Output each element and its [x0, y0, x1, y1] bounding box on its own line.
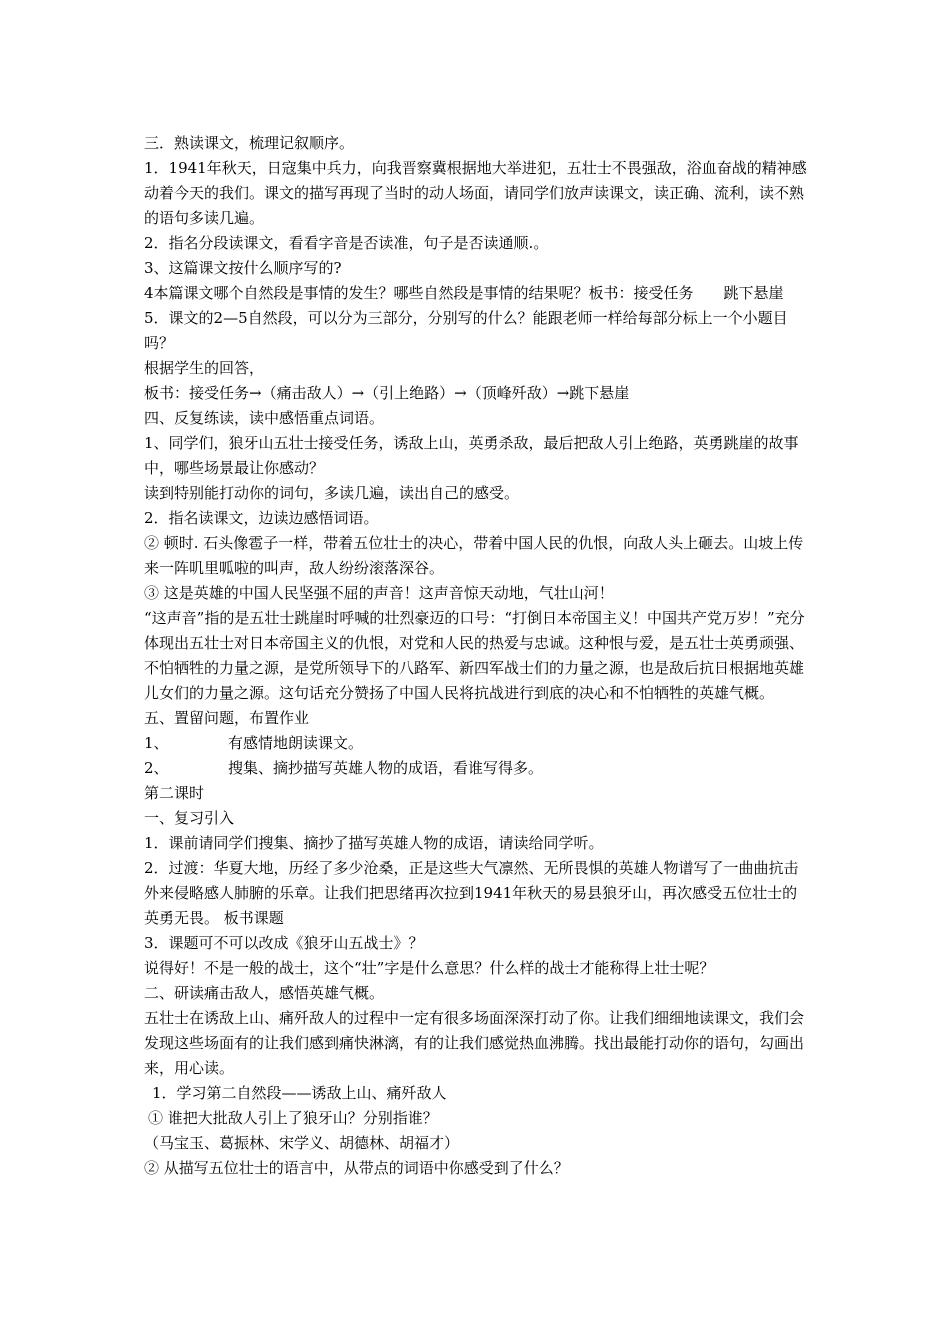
homework-item	[144, 756, 808, 781]
paragraph: 五壮士在诱敌上山、痛歼敌人的过程中一定有很多场面深深打动了你。让我们细细地读课文，我们会发现这些场面有的让我们感到痛快淋漓，有的让我们感觉热血沸腾。找出最能打动你的语句，勾画出来，用心读。	[144, 1009, 805, 1077]
section-heading: 四、反复练读，读中感悟重点词语。	[144, 409, 385, 427]
question: ① 谁把大批敌人引上了狼牙山？分别指谁？	[148, 1109, 438, 1127]
question: ② 从描写五位壮士的语言中，从带点的词语中你感受到了什么？	[144, 1159, 569, 1177]
homework-item	[144, 731, 808, 756]
paragraph: 说得好！不是一般的战士，这个“壮”字是什么意思？什么样的战士才能称得上壮士呢？	[144, 959, 715, 977]
paragraph: 2．指名分段读课文，看看字音是否读准，句子是否读通顺.。	[144, 234, 549, 252]
paragraph: 5．课文的2—5自然段，可以分为三部分，分别写的什么？能跟老师一样给每部分标上一个小题目吗？	[144, 309, 788, 352]
sub-heading: 1．学习第二自然段——诱敌上山、痛歼敌人	[152, 1084, 447, 1102]
paragraph: 1．1941年秋天，日寇集中兵力，向我晋察冀根据地大举进犯，五壮士不畏强敌，浴血奋战的精神感动着今天的我们。课文的描写再现了当时的动人场面，请同学们放声读课文，读正确、流利，读不熟的语句多读几遍。	[144, 159, 807, 227]
document-page	[144, 131, 808, 1181]
answer: （马宝玉、葛振林、宋学义、胡德林、胡福才）	[144, 1134, 460, 1152]
list-text: 搜集、摘抄描写英雄人物的成语，看谁写得多。	[228, 759, 544, 777]
quote-paragraph: ② 顿时. 石头像雹子一样，带着五位壮士的决心，带着中国人民的仇恨，向敌人头上砸去。山坡上传来一阵叽里呱啦的叫声，敌人纷纷滚落深谷。	[144, 534, 804, 577]
paragraph: 1．课前请同学们搜集、摘抄了描写英雄人物的成语，请读给同学听。	[144, 834, 604, 852]
paragraph: 4本篇课文哪个自然段是事情的发生？哪些自然段是事情的结果呢？板书：接受任务 跳下悬崖	[144, 284, 784, 302]
paragraph: 1、同学们，狼牙山五壮士接受任务，诱敌上山，英勇杀敌，最后把敌人引上绝路，英勇跳崖的故事中，哪些场景最让你感动？	[144, 434, 799, 477]
paragraph: 2．过渡：华夏大地，历经了多少沧桑，正是这些大气凛然、无所畏惧的英雄人物谱写了一曲曲抗击外来侵略感人肺腑的乐章。让我们把思绪再次拉到1941年秋天的易县狼牙山，再次感受五位壮士的英勇无畏。 板书课题	[144, 859, 799, 927]
list-text: 有感情地朗读课文。	[228, 734, 364, 752]
paragraph: 根据学生的回答，	[144, 359, 265, 377]
list-number: 1、	[144, 734, 169, 752]
paragraph: 读到特别能打动你的词句，多读几遍，读出自己的感受。	[144, 484, 520, 502]
section-heading: 三．熟读课文，梳理记叙顺序。	[144, 134, 355, 152]
list-number: 2、	[144, 759, 169, 777]
board-note: 板书：接受任务→（痛击敌人）→（引上绝路）→（顶峰歼敌）→跳下悬崖	[144, 384, 630, 402]
paragraph: 3．课题可不可以改成《狼牙山五战士》？	[144, 934, 424, 952]
paragraph: “这声音”指的是五壮士跳崖时呼喊的壮烈豪迈的口号：“打倒日本帝国主义！中国共产党万岁！”充分体现出五壮士对日本帝国主义的仇恨，对党和人民的热爱与忠诚。这种恨与爱，是五壮士英勇顽强、不怕牺牲的力量之源，是党所领导下的八路军、新四军战士们的力量之源，也是敌后抗日根据地英雄儿女们的力量之源。这句话充分赞扬了中国人民将抗战进行到底的决心和不怕牺牲的英雄气概。	[144, 609, 805, 702]
quote-paragraph: ③ 这是英雄的中国人民坚强不屈的声音！这声音惊天动地，气壮山河！	[144, 584, 614, 602]
paragraph: 2．指名读课文，边读边感悟词语。	[144, 509, 379, 527]
lesson-title: 第二课时	[144, 784, 205, 802]
section-heading: 二、研读痛击敌人，感悟英雄气概。	[144, 984, 385, 1002]
paragraph: 3、这篇课文按什么顺序写的?	[144, 259, 342, 277]
section-heading: 五、置留问题，布置作业	[144, 709, 310, 727]
section-heading: 一、复习引入	[144, 809, 235, 827]
